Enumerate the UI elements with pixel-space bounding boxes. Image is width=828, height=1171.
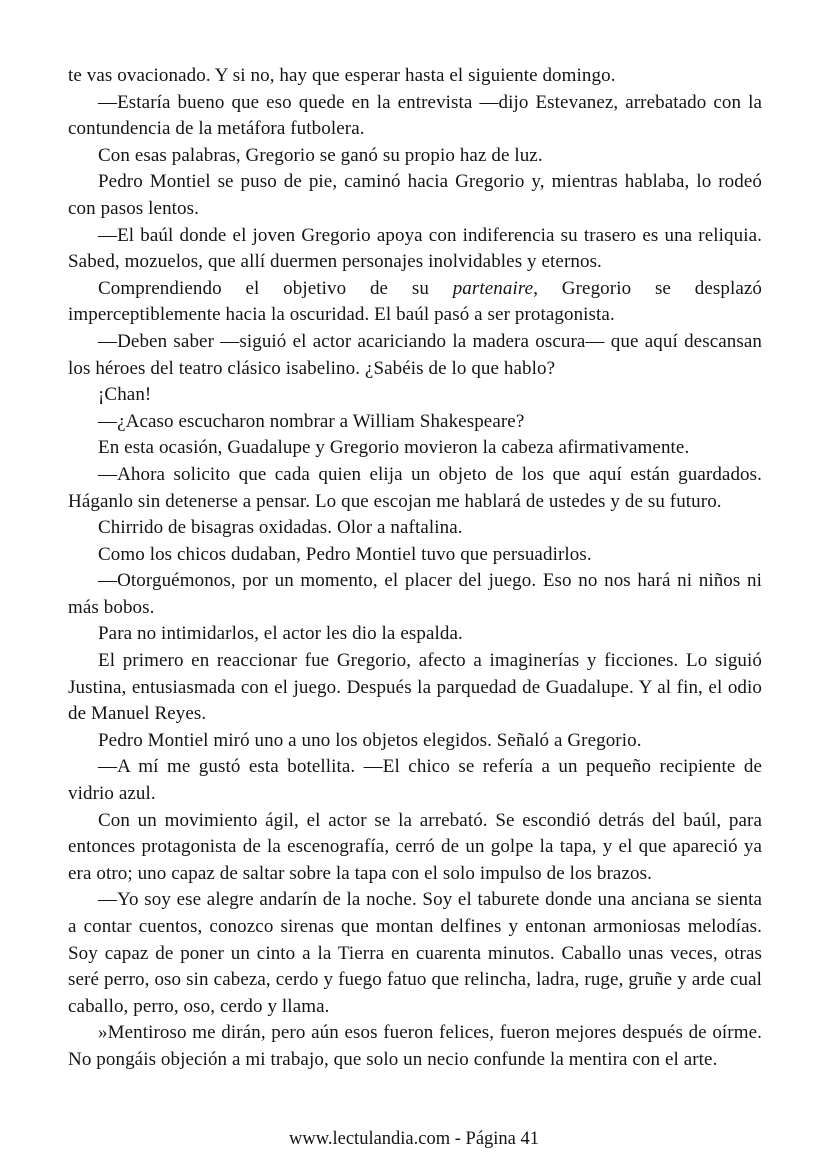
paragraph — [68, 382, 762, 409]
paragraph-text-italic: partenaire — [452, 277, 534, 299]
paragraph — [68, 90, 762, 143]
paragraph-text: —Deben saber —siguió el actor acariciando la madera oscura— que aquí descansan los héroes del teatro clásico isabelino. ¿Sabéis de lo que hablo? — [68, 330, 762, 379]
paragraph-text: El primero en reaccionar fue Gregorio, afecto a imaginerías y ficciones. Lo siguió Justina, entusiasmada con el juego. Después la parquedad de Guadalupe. Y al fin, el odio de Manuel Reyes. — [68, 650, 762, 725]
paragraph-text: Como los chicos dudaban, Pedro Montiel tuvo que persuadirlos. — [98, 543, 592, 565]
paragraph — [68, 887, 762, 1020]
paragraph — [68, 435, 762, 462]
paragraph — [68, 1020, 762, 1073]
paragraph-text: —¿Acaso escucharon nombrar a William Shakespeare? — [98, 410, 525, 432]
paragraph-text: —Otorguémonos, por un momento, el placer del juego. Eso no nos hará ni niños ni más bobos. — [68, 570, 762, 618]
paragraph-text: —Estaría bueno que eso quede en la entrevista —dijo Estevanez, arrebatado con la contundencia de la metáfora futbolera. — [68, 91, 762, 140]
paragraph — [68, 223, 762, 276]
paragraph — [68, 169, 762, 222]
paragraph-text: Comprendiendo el objetivo de su — [98, 277, 453, 299]
paragraph-text: Con un movimiento ágil, el actor se la arrebató. Se escondió detrás del baúl, para entonces protagonista de la escenografía, cerró de un golpe la tapa, y el que apareció ya era otro; uno capaz de saltar sobre la tapa con el solo impulso de los brazos. — [68, 809, 762, 884]
paragraph-text: —Ahora solicito que cada quien elija un objeto de los que aquí están guardados. Háganlo sin detenerse a pensar. Lo que escojan me hablará de ustedes y de su futuro. — [68, 463, 762, 512]
paragraph-text: —El baúl donde el joven Gregorio apoya con indiferencia su trasero es una reliquia. Sabed, mozuelos, que allí duermen personajes inolvidables y eternos. — [68, 224, 762, 273]
paragraph — [68, 728, 762, 755]
paragraph — [68, 409, 762, 436]
paragraph-text: , Gregorio se desplazó imperceptiblemente hacia la oscuridad. El baúl pasó a ser protagonista. — [68, 277, 762, 326]
text-block — [68, 63, 762, 1074]
paragraph — [68, 515, 762, 542]
paragraph — [68, 276, 762, 329]
paragraph — [68, 648, 762, 728]
paragraph-text: Con esas palabras, Gregorio se ganó su propio haz de luz. — [98, 144, 543, 166]
paragraph — [68, 542, 762, 569]
page-footer: www.lectulandia.com - Página 41 — [288, 1129, 540, 1149]
paragraph-text: »Mentiroso me dirán, pero aún esos fueron felices, fueron mejores después de oírme. No pongáis objeción a mi trabajo, que solo un necio confunde la mentira con el arte. — [68, 1022, 762, 1070]
paragraph — [68, 462, 762, 515]
paragraph — [68, 329, 762, 382]
paragraph — [68, 568, 762, 621]
paragraph-text: En esta ocasión, Guadalupe y Gregorio movieron la cabeza afirmativamente. — [98, 437, 690, 459]
paragraph — [68, 808, 762, 888]
paragraph-text: Chirrido de bisagras oxidadas. Olor a naftalina. — [98, 517, 463, 539]
paragraph-text: Pedro Montiel miró uno a uno los objetos elegidos. Señaló a Gregorio. — [98, 729, 642, 751]
paragraph — [68, 621, 762, 648]
paragraph-text: —A mí me gustó esta botellita. —El chico se refería a un pequeño recipiente de vidrio azul. — [68, 756, 762, 805]
paragraph-text: Para no intimidarlos, el actor les dio la espalda. — [98, 623, 463, 645]
paragraph-text: te vas ovacionado. Y si no, hay que esperar hasta el siguiente domingo. — [68, 65, 616, 86]
paragraph — [68, 63, 762, 90]
paragraph — [68, 143, 762, 170]
paragraph — [68, 754, 762, 807]
paragraph-text: ¡Chan! — [98, 384, 152, 406]
paragraph-text: Pedro Montiel se puso de pie, caminó hacia Gregorio y, mientras hablaba, lo rodeó con pasos lentos. — [68, 171, 762, 219]
paragraph-text: —Yo soy ese alegre andarín de la noche. Soy el taburete donde una anciana se sienta a contar cuentos, conozco sirenas que montan delfines y entonan armoniosas melodías. Soy capaz de poner un cinto a la Tierra en cuarenta minutos. Caballo unas veces, otras seré perro, oso sin cabeza, cerdo y fuego fatuo que relincha, ladra, ruge, gruñe y arde cual caballo, perro, oso, cerdo y llama. — [68, 889, 762, 1017]
